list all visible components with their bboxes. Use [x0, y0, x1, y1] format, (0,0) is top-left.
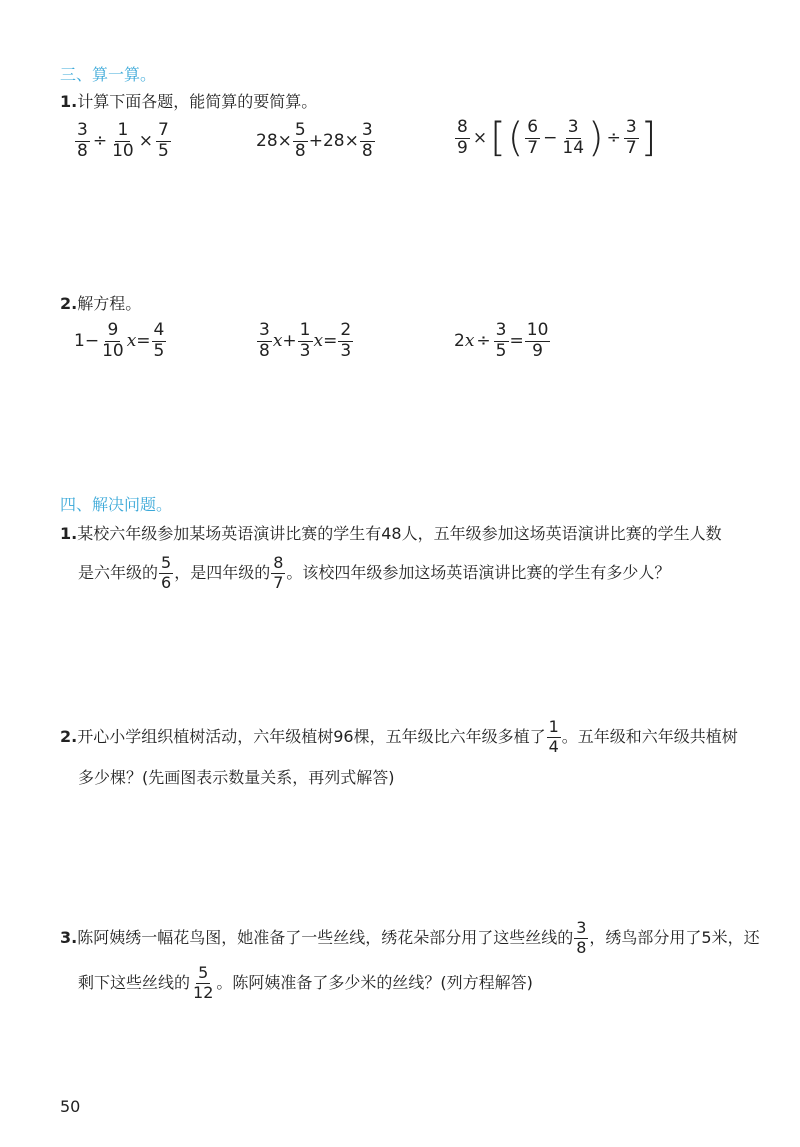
question-2-heading [60, 294, 141, 314]
fraction: $\frac{8}{7}$ [273, 553, 284, 592]
question-text: 计算下面各题，能简算的要简算。 [77, 92, 318, 111]
problem-text: 。陈阿姨准备了多少米的丝线？(列方程解答) [216, 973, 533, 993]
problem-text: 某校六年级参加某场英语演讲比赛的学生有48人，五年级参加这场英语演讲比赛的学生人数 [77, 524, 722, 543]
problem-3-line-2 [78, 965, 533, 1002]
plus-sign: + [282, 331, 297, 352]
fraction: $\frac{3}{5}$ [495, 320, 507, 361]
fraction: $\frac{9}{10}$ [102, 320, 124, 361]
left-paren: ( [507, 115, 524, 161]
question-text: 解方程。 [77, 294, 142, 313]
fraction: $\frac{3}{14}$ [562, 116, 585, 158]
equation-2 [256, 322, 354, 361]
expression-2 [256, 122, 376, 161]
problem-2-line-2: 多少棵？(先画图表示数量关系，再列式解答) [78, 768, 395, 787]
variable-x: x [126, 331, 137, 352]
page-number: 50 [60, 1097, 81, 1116]
fraction: $\frac{1}{4}$ [548, 717, 559, 756]
section-title-calculate: 三、算一算。 [60, 65, 157, 84]
problem-text: 。该校四年级参加这场英语演讲比赛的学生有多少人？ [286, 563, 671, 583]
problem-text: 剩下这些丝线的 [78, 973, 191, 993]
operator: × [138, 131, 153, 152]
problem-text: 开心小学组织植树活动，六年级植树96棵，五年级比六年级多植了 [77, 727, 546, 747]
problem-1-line-2 [78, 555, 670, 592]
variable-x: x [272, 331, 283, 352]
variable-x: x [313, 331, 324, 352]
fraction: $\frac{8}{9}$ [457, 116, 468, 158]
question-number: 2. [60, 294, 78, 313]
fraction: $\frac{5}{12}$ [193, 963, 214, 1002]
question-number: 1. [60, 92, 78, 111]
problem-text: ，绣鸟部分用了5米，还 [589, 928, 760, 948]
question-1-heading [60, 92, 317, 112]
problem-number: 3. [60, 928, 78, 948]
problem-text: 。五年级和六年级共植树 [561, 727, 738, 747]
operator: ÷ [606, 128, 621, 148]
fraction: $\frac{1}{3}$ [299, 320, 311, 361]
fraction: $\frac{5}{6}$ [161, 553, 172, 592]
equation-1 [74, 322, 167, 361]
right-bracket: ] [640, 115, 657, 161]
fraction: $\frac{7}{5}$ [157, 120, 169, 161]
equals-sign: = [323, 331, 338, 352]
problem-text: 陈阿姨绣一幅花鸟图，她准备了一些丝线，绣花朵部分用了这些丝线的 [77, 928, 574, 948]
operator: ÷ [92, 131, 108, 152]
fraction: $\frac{4}{5}$ [153, 320, 165, 361]
problem-text: ，是四年级的 [174, 563, 271, 583]
operator: × [472, 128, 488, 148]
expression-text: +28× [308, 131, 359, 152]
fraction: $\frac{3}{8}$ [361, 120, 373, 161]
fraction: $\frac{3}{7}$ [625, 116, 637, 158]
expression-text: 28× [256, 131, 292, 152]
fraction: $\frac{3}{8}$ [576, 918, 587, 957]
problem-2-line-1 [60, 719, 738, 756]
fraction: $\frac{3}{8}$ [77, 120, 88, 161]
fraction: $\frac{2}{3}$ [340, 320, 352, 361]
expression-text: 1− [74, 331, 100, 352]
problem-number: 2. [60, 727, 78, 747]
fraction: $\frac{3}{8}$ [259, 320, 270, 361]
equation-3 [454, 322, 551, 361]
expression-3 [454, 115, 657, 161]
left-bracket: [ [490, 115, 506, 161]
fraction: $\frac{10}{9}$ [526, 320, 549, 361]
section-title-problems: 四、解决问题。 [60, 495, 173, 514]
fraction: $\frac{1}{10}$ [112, 120, 134, 161]
problem-3-line-1 [60, 920, 760, 957]
equals-sign: = [509, 331, 524, 352]
right-paren: ) [588, 115, 604, 161]
expression-text: 2 [454, 331, 465, 352]
operator: ÷ [476, 331, 491, 352]
problem-text: 是六年级的 [78, 563, 159, 583]
fraction: $\frac{6}{7}$ [527, 116, 539, 158]
variable-x: x [464, 331, 475, 352]
expression-1 [74, 122, 172, 161]
equals-sign: = [136, 331, 151, 352]
problem-number: 1. [60, 524, 78, 543]
fraction: $\frac{5}{8}$ [294, 120, 306, 161]
operator: − [543, 128, 558, 148]
problem-1-line-1 [60, 524, 722, 544]
